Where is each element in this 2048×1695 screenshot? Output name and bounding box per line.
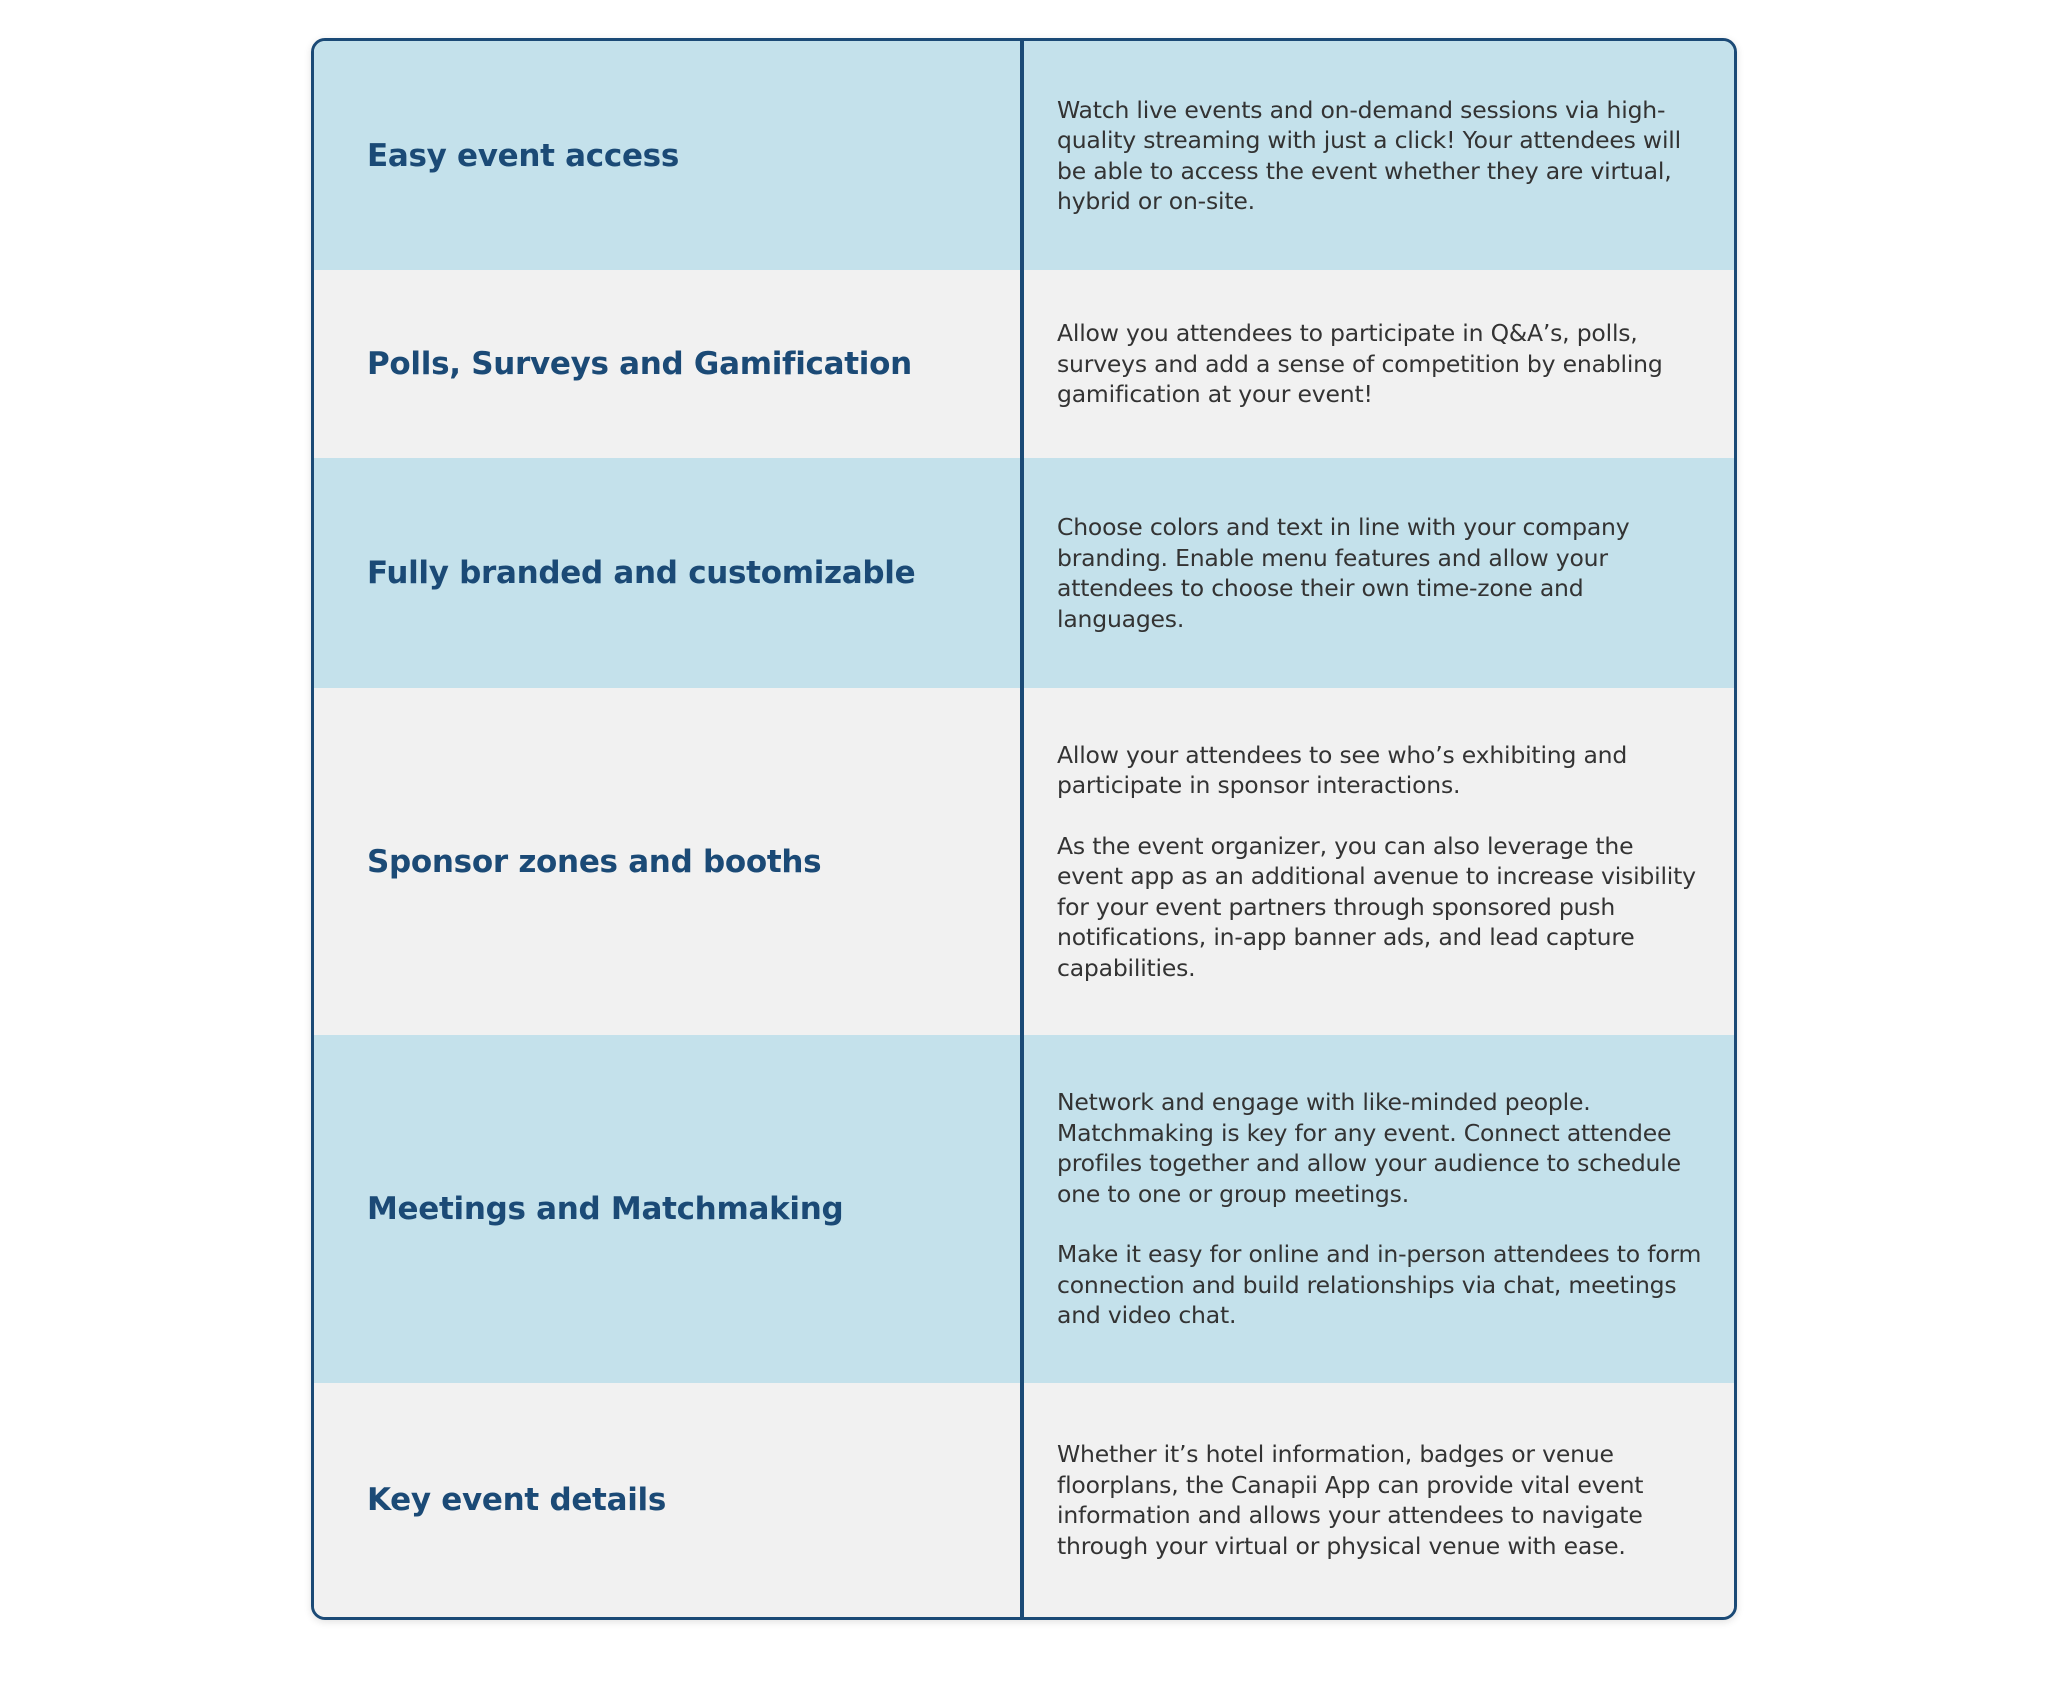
feature-title: Polls, Surveys and Gamification [367,346,912,382]
feature-description: As the event organizer, you can also leverage the event app as an additional avenue to increase visibility for your event partners through sponsored push notifications, in-app banner ads, and lead capture capabilities. [1057,831,1696,982]
feature-title-cell [314,1035,1024,1383]
feature-description: Allow you attendees to participate in Q&A’s, polls, surveys and add a sense of competition by enabling gamification at your event! [1057,319,1663,409]
feature-description-cell [1024,458,1734,688]
feature-title-cell [314,270,1024,458]
table-row [314,270,1734,458]
table-row [314,1035,1734,1383]
table-row [314,41,1734,270]
feature-description: Watch live events and on-demand sessions via high-quality streaming with just a click! Your attendees will be able to access the event whether they are virtual, hybrid or on-site. [1057,95,1681,215]
feature-title-cell [314,1383,1024,1617]
feature-title-cell [314,458,1024,688]
feature-description: Make it easy for online and in-person attendees to form connection and build relationships via chat, meetings and video chat. [1057,1240,1702,1330]
features-table [311,38,1737,1620]
feature-title: Key event details [367,1482,666,1518]
feature-description-cell [1024,1383,1734,1617]
feature-description-cell [1024,1035,1734,1383]
feature-title: Meetings and Matchmaking [367,1191,844,1227]
feature-description: Network and engage with like-minded people. Matchmaking is key for any event. Connect attendee profiles together and allow your audience to schedule one to one or group meetings. [1057,1088,1681,1208]
feature-description: Allow your attendees to see who’s exhibiting and participate in sponsor interactions. [1057,740,1628,800]
table-row [314,688,1734,1035]
feature-title: Sponsor zones and booths [367,843,822,880]
feature-title-cell [314,688,1024,1035]
feature-description-cell [1024,41,1734,270]
feature-description-cell [1024,688,1734,1035]
feature-title: Easy event access [367,137,679,174]
feature-title-cell [314,41,1024,270]
feature-title: Fully branded and customizable [367,555,916,591]
table-row [314,1383,1734,1617]
feature-description-cell [1024,270,1734,458]
feature-description: Whether it’s hotel information, badges or venue floorplans, the Canapii App can provide vital event information and allows your attendees to navigate through your virtual or physical venue with ease. [1057,1440,1644,1560]
feature-description: Choose colors and text in line with your company branding. Enable menu features and allow your attendees to choose their own time-zone and languages. [1057,513,1630,633]
table-row [314,458,1734,688]
